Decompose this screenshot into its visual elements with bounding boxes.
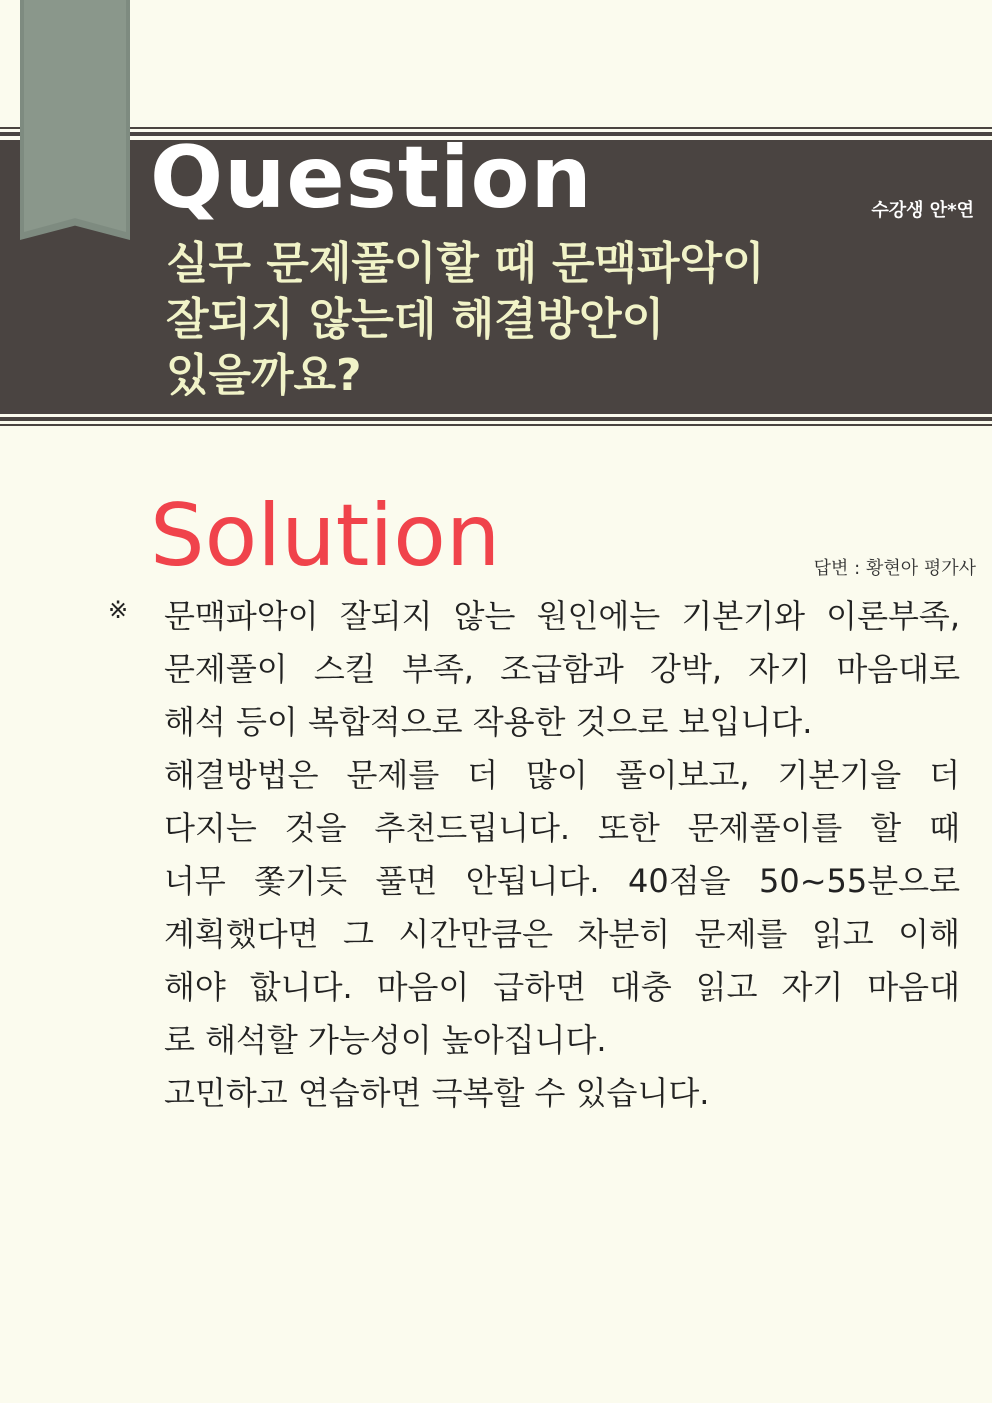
answer-line: 로 해석할 가능성이 높아집니다.: [164, 1021, 607, 1059]
bottom-rule-thin: [0, 424, 992, 426]
solution-title: Solution: [150, 486, 501, 586]
question-line: 실무 문제풀이할 때 문맥파악이: [166, 238, 765, 289]
reference-mark: ※: [108, 596, 129, 624]
answer-line: 다지는 것을 추천드립니다. 또한 문제풀이를 할 때: [164, 809, 960, 847]
answer-line: 해결방법은 문제를 더 많이 풀이보고, 기본기을 더: [164, 756, 960, 794]
question-line: 있을까요?: [166, 350, 362, 401]
answer-line: 해야 핪니다. 마음이 급하면 대충 읽고 자기 마음대: [164, 968, 960, 1006]
answer-text: [164, 590, 960, 1120]
bottom-rule-medium: [0, 417, 992, 421]
answer-line: 문제풀이 스킬 부족, 조급함과 강박, 자기 마음대로: [164, 650, 960, 688]
answer-line: 너무 쫓기듯 풀면 안됩니다. 40점을 50~55분으로: [164, 862, 960, 900]
answer-line: 해석 등이 복합적으로 작용한 것으로 보입니다.: [164, 703, 813, 741]
question-line: 잘되지 않는데 해결방안이: [166, 294, 665, 345]
answer-line: 고민하고 연습하면 극복할 수 있습니다.: [164, 1074, 710, 1112]
answer-line: 문맥파악이 잘되지 않는 원인에는 기본기와 이론부족,: [164, 597, 960, 635]
asker-label: 수강생 안*연: [871, 200, 974, 221]
question-title: Question: [150, 128, 593, 228]
bookmark-ribbon-inner: [24, 0, 126, 232]
answer-line: 계획했다면 그 시간만큼은 차분히 문제를 읽고 이해: [164, 915, 960, 953]
answerer-label: 답변 : 황현아 평가사: [813, 558, 976, 579]
question-text: [166, 236, 966, 404]
